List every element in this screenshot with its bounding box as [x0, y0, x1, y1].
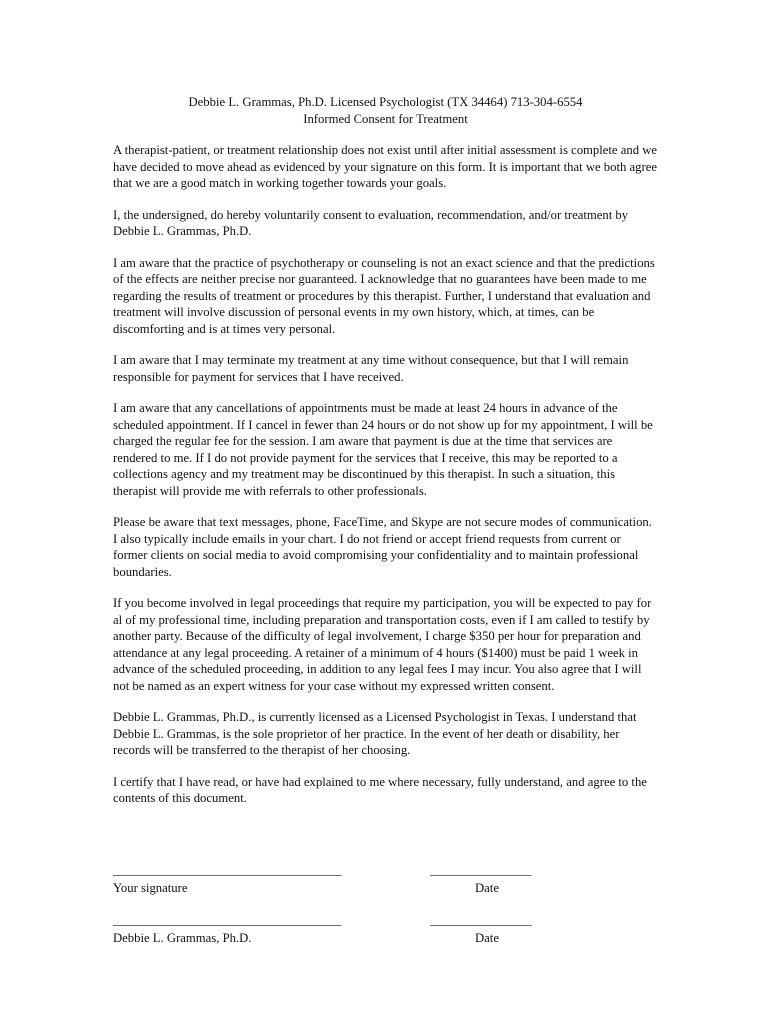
document-title: Informed Consent for Treatment — [303, 111, 468, 126]
consent-document — [113, 94, 658, 822]
client-signature-lines — [113, 862, 658, 880]
practitioner-info: Debbie L. Grammas, Ph.D. Licensed Psychologist (TX 34464) 713-304-6554 — [188, 95, 583, 109]
client-signature-block — [113, 862, 658, 898]
paragraph-relationship: A therapist-patient, or treatment relationship does not exist until after initial assessment is complete and we have decided to move ahead as evidenced by your signature on this form. It is important that we both agree that we are a good match in working together towards your goals. — [113, 143, 658, 190]
therapist-signature-block — [113, 912, 658, 948]
client-date-line[interactable]: ________________ — [430, 863, 532, 877]
paragraph-communication: Please be aware that text messages, phone, FaceTime, and Skype are not secure modes of communication. I also typically include emails in your chart. I do not friend or accept friend requests from current or former clients on social media to avoid compromising your confidentiality and to maintain professional boundaries. — [113, 515, 652, 579]
therapist-signature-label: Debbie L. Grammas, Ph.D. — [113, 931, 252, 945]
paragraph-termination: I am aware that I may terminate my treatment at any time without consequence, but that I will remain responsible for payment for services that I have received. — [113, 353, 629, 384]
paragraph-legal: If you become involved in legal proceedings that require my participation, you will be expected to pay for al of my professional time, including preparation and transportation costs, even if I am called to testify by another party. Because of the difficulty of legal involvement, I charge $350 per hour for preparation and attendance at any legal proceeding. A retainer of a minimum of 4 hours ($1400) must be paid 1 week in advance of the scheduled proceeding, in addition to any legal fees I may incur. You also agree that I will not be named as an expert witness for your case without my expressed written consent. — [113, 596, 652, 693]
paragraph-licensure: Debbie L. Grammas, Ph.D., is currently licensed as a Licensed Psychologist in Texas. I understand that Debbie L. Grammas, is the sole proprietor of her practice. In the event of her death or disability, her records will be transferred to the therapist of her choosing. — [113, 710, 637, 757]
client-signature-label: Your signature — [113, 881, 188, 895]
paragraph-cancellations: I am aware that any cancellations of appointments must be made at least 24 hours in advance of the scheduled appointment. If I cancel in fewer than 24 hours or do not show up for my appointment, I will be charged the regular fee for the session. I am aware that payment is due at the time that services are rendered to me. If I do not provide payment for the services that I receive, this may be reported to a collections agency and my treatment may be discontinued by this therapist. In such a situation, this therapist will provide me with referrals to other professionals. — [113, 401, 653, 498]
client-signature-line[interactable]: ____________________________________ — [113, 863, 342, 877]
therapist-date-line[interactable]: ________________ — [430, 913, 532, 927]
client-date-label: Date — [475, 881, 499, 895]
paragraph-awareness: I am aware that the practice of psychotherapy or counseling is not an exact science and that the predictions of the effects are neither precise nor guaranteed. I acknowledge that no guarantees have been made to me regarding the results of treatment or procedures by this therapist. Further, I understand that evaluation and treatment will involve discussion of personal events in my own history, which, at times, can be discomforting and is at times very personal. — [113, 255, 655, 336]
document-header — [113, 94, 658, 127]
paragraph-consent: I, the undersigned, do hereby voluntarily consent to evaluation, recommendation, and/or treatment by Debbie L. Grammas, Ph.D. — [113, 207, 629, 238]
client-signature-labels — [113, 880, 658, 898]
paragraph-certification: I certify that I have read, or have had explained to me where necessary, fully understand, and agree to the contents of this document. — [113, 774, 647, 805]
therapist-signature-labels — [113, 930, 658, 948]
therapist-signature-line[interactable]: ____________________________________ — [113, 913, 342, 927]
therapist-date-label: Date — [475, 931, 499, 945]
therapist-signature-lines — [113, 912, 658, 930]
